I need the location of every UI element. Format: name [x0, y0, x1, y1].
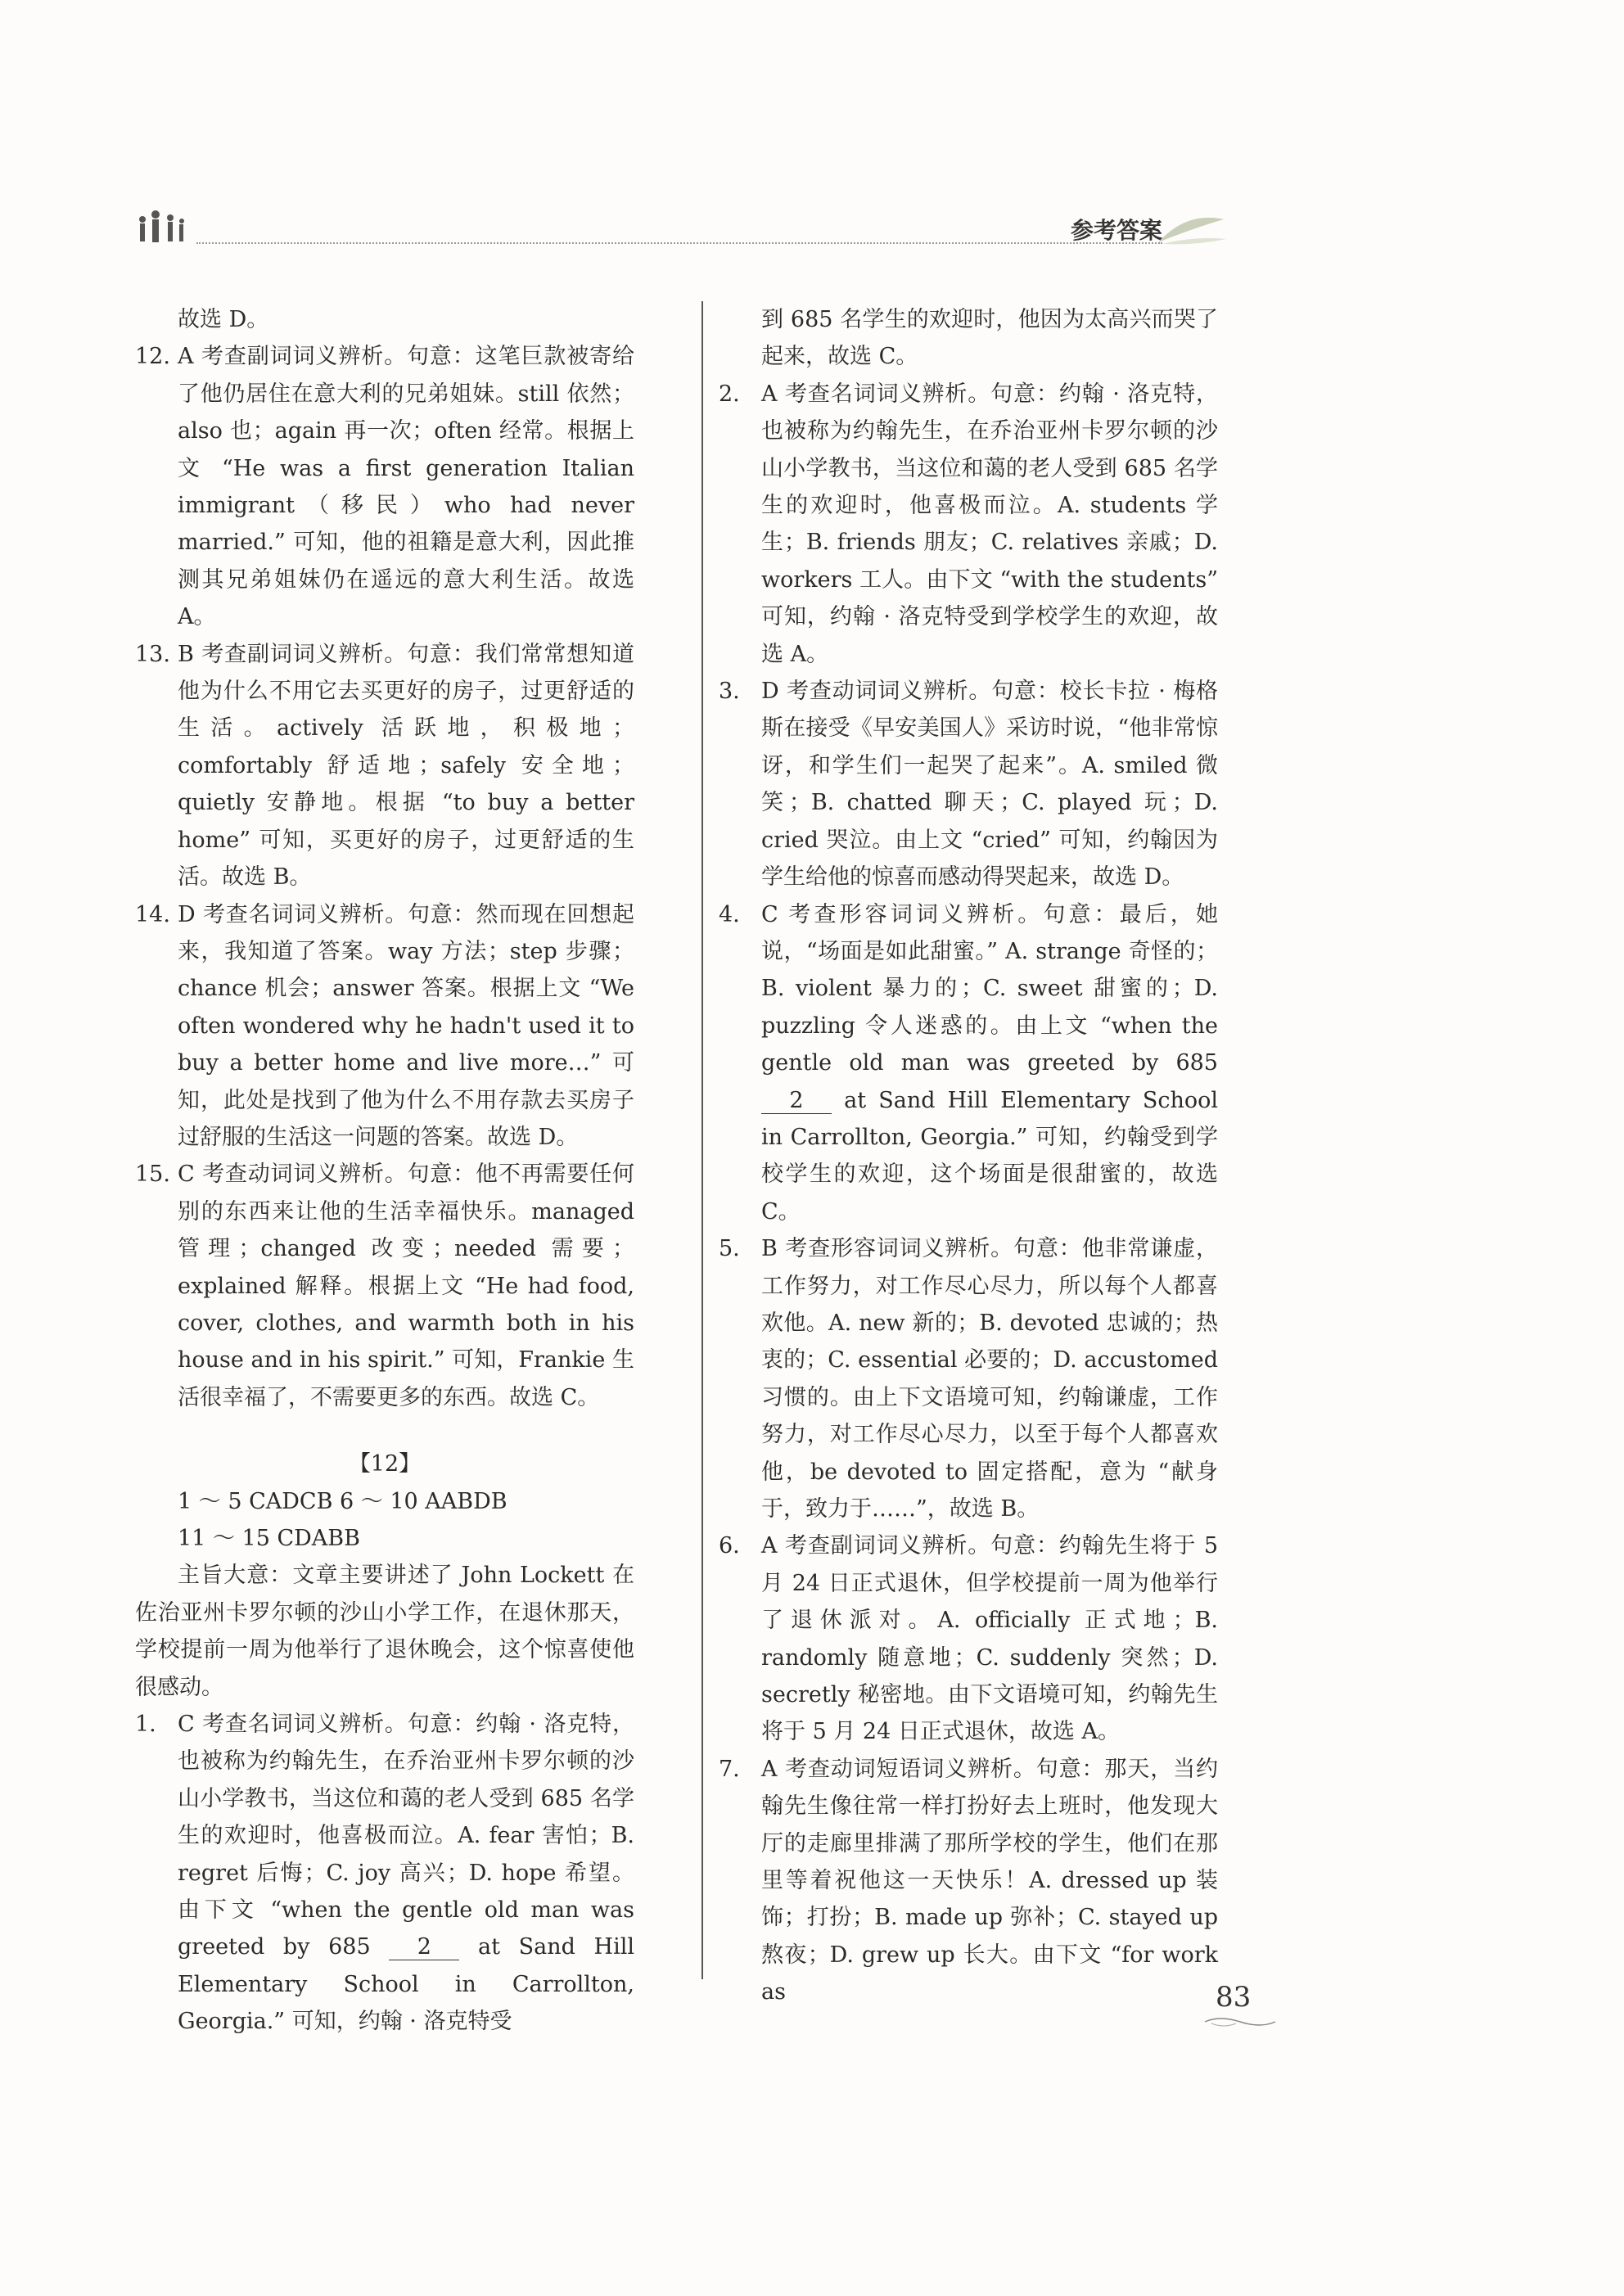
answer-item-12 — [135, 338, 634, 635]
answer-item-5 — [719, 1230, 1218, 1527]
answer-item-2 — [719, 376, 1218, 673]
item-number: 14. — [135, 901, 170, 927]
answer-item-4 — [719, 896, 1218, 1231]
answer-key-line-1: 1 ～ 5 CADCB 6 ～ 10 AABDB — [178, 1488, 508, 1514]
item-text-part-a: C 考查名词词义辨析。句意：约翰 · 洛克特，也被称为约翰先生，在乔治亚州卡罗尔顿的沙山小学教书，当这位和蔼的老人受到 685 名学生的欢迎时，他喜极而泣。A. fear 害怕；B. regret 后悔；C. joy 高兴；D. hope 希望。由下文 “when the gentle old man was greeted by 685 — [178, 1712, 634, 1960]
column-divider — [701, 301, 703, 1979]
summary-paragraph: 主旨大意：文章主要讲述了 John Lockett 在佐治亚州卡罗尔顿的沙山小学工作，在退休那天，学校提前一周为他举行了退休晚会，这个惊喜使他很感动。 — [135, 1563, 634, 1700]
left-column — [135, 301, 634, 2041]
header-title: 参考答案 — [1070, 217, 1162, 244]
item-explanation — [761, 896, 1218, 1231]
item-explanation: A 考查名词词义辨析。句意：约翰 · 洛克特，也被称为约翰先生，在乔治亚州卡罗尔顿的沙山小学教书，当这位和蔼的老人受到 685 名学生的欢迎时，他喜极而泣。A. students 学生；B. friends 朋友；C. relatives 亲戚；D. workers 工人。由下文 “with the students” 可知，约翰 · 洛克特受到学校学生的欢迎，故选 A。 — [761, 381, 1218, 667]
item-explanation — [178, 1706, 634, 2041]
answer-item-14 — [135, 896, 634, 1157]
answer-item-1 — [135, 1706, 634, 2041]
item-number: 2. — [719, 381, 740, 407]
blank-number: 2 — [389, 1935, 459, 1960]
item-number: 6. — [719, 1533, 740, 1559]
continuation-text: 到 685 名学生的欢迎时，他因为太高兴而哭了起来，故选 C。 — [761, 307, 1218, 370]
header-rule — [196, 242, 1162, 244]
item-explanation: D 考查动词词义辨析。句意：校长卡拉 · 梅格斯在接受《早安美国人》采访时说，“他非常惊讶，和学生们一起哭了起来”。A. smiled 微笑；B. chatted 聊天；C. played 玩；D. cried 哭泣。由上文 “cried” 可知，约翰因为学生给他的惊喜而感动得哭起来，故选 D。 — [761, 679, 1218, 891]
item-explanation: A 考查动词短语词义辨析。句意：那天，当约翰先生像往常一样打扮好去上班时，他发现大厅的走廊里排满了那所学校的学生，他们在那里等着祝他这一天快乐！A. dressed up 装饰；打扮；B. made up 弥补；C. stayed up 熬夜；D. grew up 长大。由下文 “for work as — [761, 1756, 1218, 2005]
answer-item-13 — [135, 636, 634, 896]
item-text-part-a: C 考查形容词词义辨析。句意：最后，她说，“场面是如此甜蜜。” A. strange 奇怪的；B. violent 暴力的；C. sweet 甜蜜的；D. puzzling 令人迷惑的。由上文 “when the gentle old man was greeted by 685 — [761, 901, 1218, 1076]
item-explanation: D 考查名词词义辨析。句意：然而现在回想起来，我知道了答案。way 方法；step 步骤；chance 机会；answer 答案。根据上文 “We often wondered why he hadn't used it to buy a better home and live more…” 可知，此处是找到了他为什么不用存款去买房子过舒服的生活这一问题的答案。故选 D。 — [178, 901, 634, 1150]
blank-number: 2 — [761, 1089, 832, 1114]
section-title: 【12】 — [348, 1451, 422, 1477]
item-number: 3. — [719, 679, 740, 705]
item-text-part-b: at Sand Hill Elementary School in Carrollton, Georgia.” 可知，约翰 · 洛克特受 — [178, 1934, 634, 2035]
answer-item-7 — [719, 1751, 1218, 2011]
item-explanation: A 考查副词词义辨析。句意：这笔巨款被寄给了他仍居住在意大利的兄弟姐妹。still 依然；also 也；again 再一次；often 经常。根据上文 “He was a first generation Italian immigrant（移民）who had never married.” 可知，他的祖籍是意大利，因此推测其兄弟姐妹仍在遥远的意大利生活。故选 A。 — [178, 344, 634, 630]
page-header — [131, 196, 1261, 254]
page-number-ornament-icon — [1203, 2014, 1277, 2030]
right-column — [719, 301, 1218, 2011]
answer-item-15 — [135, 1156, 634, 1416]
item-explanation: C 考查动词词义辨析。句意：他不再需要任何别的东西来让他的生活幸福快乐。managed 管理；changed 改变；needed 需要；explained 解释。根据上文 “He had food, cover, clothes, and warmth both in his house and in his spirit.” 可知，Frankie 生活很幸福了，不需要更多的东西。故选 C。 — [178, 1162, 634, 1410]
answer-item-6 — [719, 1527, 1218, 1750]
item-number: 1. — [135, 1712, 156, 1738]
page-number: 83 — [1216, 1981, 1252, 2014]
item-explanation: B 考查形容词词义辨析。句意：他非常谦虚，工作努力，对工作尽心尽力，所以每个人都喜欢他。A. new 新的；B. devoted 忠诚的；热衷的；C. essential 必要的；D. accustomed 习惯的。由上下文语境可知，约翰谦虚，工作努力，对工作尽心尽力，以至于每个人都喜欢他，be devoted to 固定搭配，意为 “献身于，致力于……”，故选 B。 — [761, 1236, 1218, 1522]
item-number: 15. — [135, 1162, 170, 1188]
continuation-text: 故选 D。 — [178, 307, 269, 332]
figures-logo-icon — [131, 201, 196, 250]
item-number: 5. — [719, 1236, 740, 1262]
item-explanation: A 考查副词词义辨析。句意：约翰先生将于 5 月 24 日正式退休，但学校提前一周为他举行了退休派对。A. officially 正式地；B. randomly 随意地；C. suddenly 突然；D. secretly 秘密地。由下文语境可知，约翰先生将于 5 月 24 日正式退休，故选 A。 — [761, 1533, 1218, 1745]
item-number: 4. — [719, 901, 740, 927]
item-number: 12. — [135, 344, 170, 370]
item-text-part-b: at Sand Hill Elementary School in Carrollton, Georgia.” 可知，约翰受到学校学生的欢迎，这个场面是很甜蜜的，故选 C。 — [761, 1087, 1218, 1225]
answer-key-line-2: 11 ～ 15 CDABB — [178, 1526, 360, 1551]
item-number: 13. — [135, 641, 170, 667]
item-explanation: B 考查副词词义辨析。句意：我们常常想知道他为什么不用它去买更好的房子，过更舒适的生活。actively 活跃地，积极地；comfortably 舒适地；safely 安全地；quietly 安静地。根据 “to buy a better home” 可知，买更好的房子，过更舒适的生活。故选 B。 — [178, 641, 634, 891]
leaf-ornament-icon — [1154, 203, 1228, 249]
answer-item-3 — [719, 673, 1218, 895]
item-number: 7. — [719, 1756, 740, 1782]
